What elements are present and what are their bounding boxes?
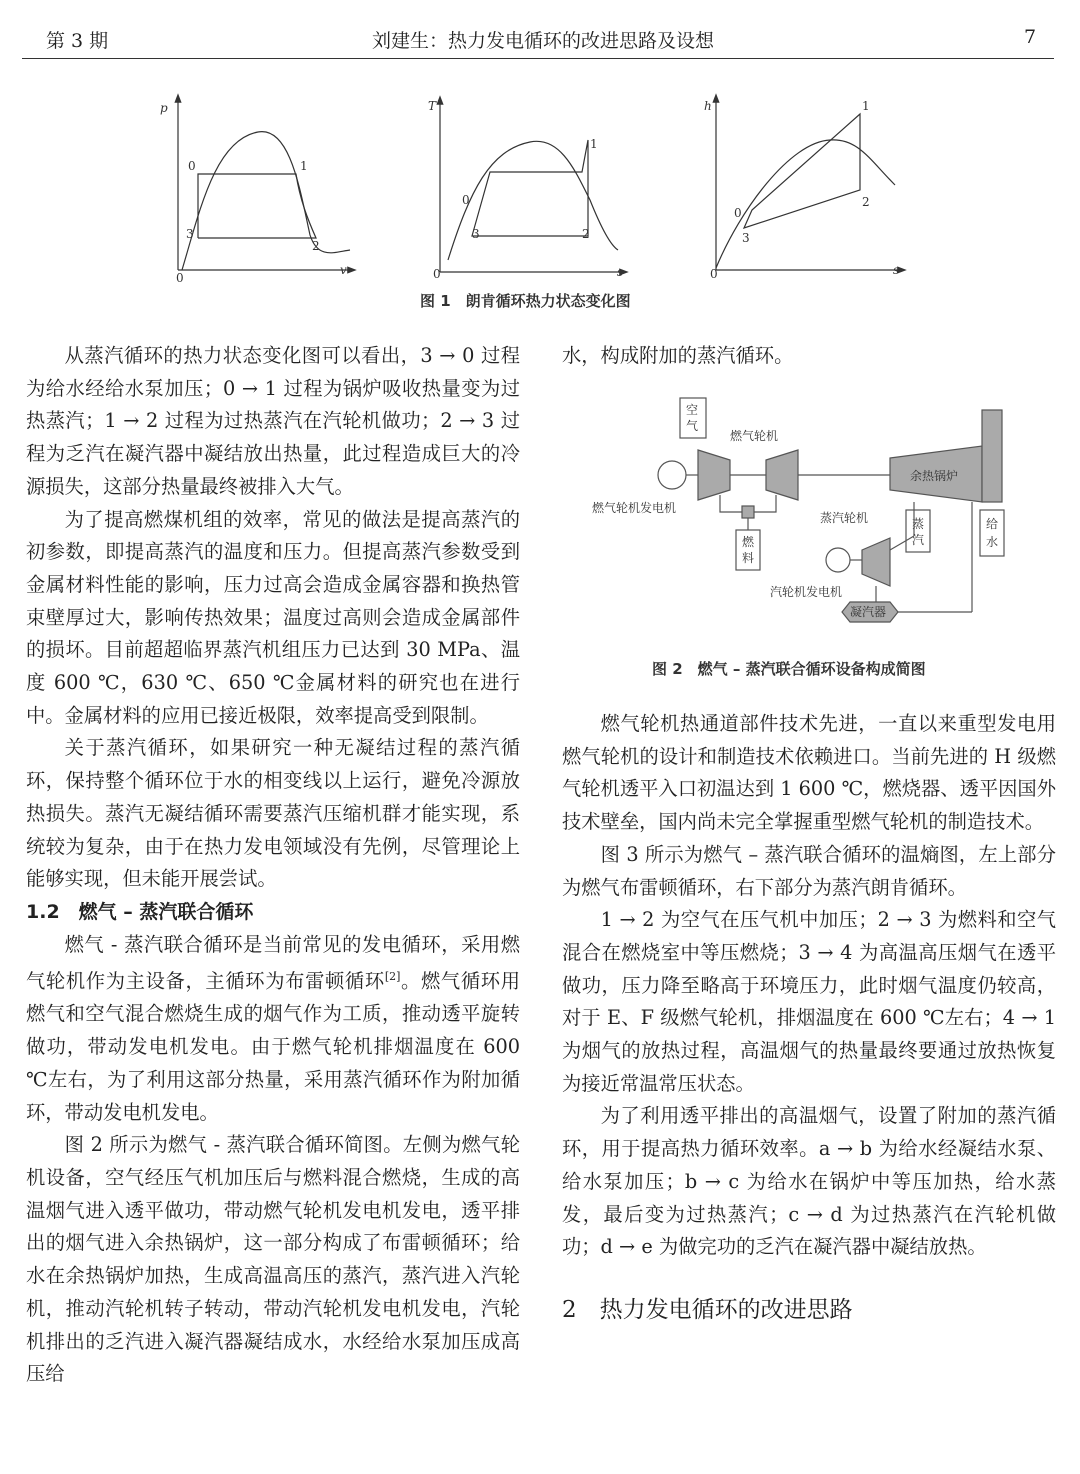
- ts-saturation-dome: [448, 141, 618, 260]
- svg-text:空: 空: [686, 403, 699, 417]
- svg-text:2: 2: [862, 195, 870, 209]
- svg-text:0: 0: [176, 271, 184, 285]
- ts-cycle: [472, 140, 588, 236]
- svg-text:水: 水: [986, 535, 999, 549]
- steam-turbine-symbol: [862, 538, 890, 586]
- svg-text:h: h: [704, 99, 712, 113]
- paragraph: 燃气 - 蒸汽联合循环是当前常见的发电循环，采用燃气轮机作为主设备，主循环为布雷顿循环[2]。燃气循环用燃气和空气混合燃烧生成的烟气作为工质，推动透平旋转做功，带动发电机发电。由于燃气轮机排烟温度在 600 ℃左右，为了利用这部分热量，采用蒸汽循环作为附加循环，带动发电机发电。: [26, 932, 521, 1124]
- svg-text:蒸汽轮机: 蒸汽轮机: [820, 511, 869, 525]
- hs-cycle: [744, 114, 860, 228]
- svg-text:给: 给: [986, 517, 999, 531]
- right-column-top: [562, 340, 1056, 373]
- issue-number: 第 3 期: [46, 30, 109, 52]
- paragraph: 图 3 所示为燃气 – 蒸汽联合循环的温熵图，左上部分为燃气布雷顿循环，右下部分为蒸汽朗肯循环。: [562, 842, 1056, 899]
- paragraph: 燃气轮机热通道部件技术先进，一直以来重型发电用燃气轮机的设计和制造技术依赖进口。当前先进的 H 级燃气轮机透平入口初温达到 1 600 ℃，燃烧器、透平因国外技术壁垒，国内尚未完全掌握重型燃气轮机的制造技术。: [562, 712, 1056, 834]
- gas-generator-symbol: [658, 461, 686, 489]
- pv-cycle: [198, 174, 316, 238]
- right-column: [562, 708, 1056, 1327]
- svg-text:燃气轮机: 燃气轮机: [730, 429, 779, 443]
- svg-text:0: 0: [433, 267, 441, 281]
- svg-text:s: s: [893, 263, 900, 277]
- svg-text:0: 0: [462, 193, 470, 207]
- running-title: 刘建生：热力发电循环的改进思路及设想: [372, 30, 715, 52]
- paragraph: 从蒸汽循环的热力状态变化图可以看出，3 → 0 过程为给水经给水泵加压；0 → 1 过程为锅炉吸收热量变为过热蒸汽；1 → 2 过程为过热蒸汽在汽轮机做功；2 → 3 过程为乏汽在凝汽器中凝结放出热量，此过程造成巨大的冷源损失，这部分热量最终被排入大气。: [26, 344, 520, 498]
- page-number: 7: [1024, 26, 1037, 48]
- paragraph: 水，构成附加的蒸汽循环。: [562, 344, 794, 367]
- svg-text:料: 料: [742, 551, 755, 565]
- svg-text:1: 1: [862, 99, 870, 113]
- svg-text:燃气轮机发电机: 燃气轮机发电机: [592, 501, 677, 515]
- paragraph: 图 2 所示为燃气 - 蒸汽联合循环简图。左侧为燃气轮机设备，空气经压气机加压后与燃料混合燃烧，生成的高温烟气进入透平做功，带动燃气轮机发电机发电，透平排出的烟气进入余热锅炉，这一部分构成了布雷顿循环；给水在余热锅炉加热，生成高温高压的蒸汽，蒸汽进入汽轮机，推动汽轮机转子转动，带动汽轮机发电机发电，汽轮机排出的乏汽进入凝汽器凝结成水，水经给水泵加压成高压给: [26, 1133, 520, 1386]
- svg-text:s: s: [617, 265, 624, 279]
- section-heading: 2 热力发电循环的改进思路: [562, 1296, 853, 1323]
- paragraph: 为了利用透平排出的高温烟气，设置了附加的蒸汽循环，用于提高热力循环效率。a → b 为给水经凝结水泵、给水泵加压；b → c 为给水在锅炉中等压加热，给水蒸发，最后变为过热蒸汽；c → d 为过热蒸汽在汽轮机做功；d → e 为做完功的乏汽在凝汽器中凝结放热。: [562, 1104, 1056, 1259]
- svg-text:余热锅炉: 余热锅炉: [910, 469, 959, 483]
- paragraph: 关于蒸汽循环，如果研究一种无凝结过程的蒸汽循环，保持整个循环位于水的相变线以上运行，避免冷源放热损失。蒸汽无凝结循环需要蒸汽压缩机群才能实现，系统较为复杂，由于在热力发电领域没有先例，尽管理论上能够实现，但未能开展尝试。: [26, 736, 520, 891]
- pv-saturation-dome: [182, 132, 350, 270]
- section-heading: 1.2 燃气 – 蒸汽联合循环: [26, 900, 254, 923]
- svg-text:p: p: [160, 101, 168, 115]
- svg-text:燃: 燃: [742, 535, 755, 549]
- figure-1-caption: 图 1 朗肯循环热力状态变化图: [420, 292, 631, 310]
- header-rule: [22, 58, 1054, 59]
- svg-text:0: 0: [734, 206, 742, 220]
- left-column: [26, 340, 520, 1391]
- svg-text:T: T: [428, 99, 437, 113]
- svg-text:气: 气: [686, 419, 699, 433]
- paragraph: 1 → 2 为空气在压气机中加压；2 → 3 为燃料和空气混合在燃烧室中等压燃烧；3 → 4 为高温高压烟气在透平做功，压力降至略高于环境压力，此时烟气温度仍较高，对于 E、F 级燃气轮机，排烟温度在 600 ℃左右；4 → 1 为烟气的放热过程，高温烟气的热量最终要通过放热恢复为接近常温常压状态。: [562, 908, 1056, 1095]
- ts-diagram: [440, 100, 624, 272]
- figure-2-caption: 图 2 燃气 – 蒸汽联合循环设备构成简图: [652, 660, 926, 678]
- figure-2-diagram: [580, 390, 1050, 650]
- svg-text:3: 3: [186, 227, 194, 241]
- gas-turbine-symbol: [766, 450, 798, 500]
- citation: [2]: [384, 970, 401, 984]
- svg-text:3: 3: [742, 231, 750, 245]
- pv-diagram: [178, 98, 352, 270]
- st-generator-symbol: [826, 548, 850, 572]
- svg-text:v: v: [340, 263, 347, 277]
- svg-text:汽轮机发电机: 汽轮机发电机: [770, 585, 843, 599]
- svg-text:蒸: 蒸: [912, 517, 925, 531]
- svg-text:0: 0: [188, 159, 196, 173]
- combustor-symbol: [742, 506, 754, 518]
- paragraph: 为了提高燃煤机组的效率，常见的做法是提高蒸汽的初参数，即提高蒸汽的温度和压力。但提高蒸汽参数受到金属材料性能的影响，压力过高会造成金属容器和换热管束壁厚过大，影响传热效果；温度过高则会造成金属部件的损坏。目前超超临界蒸汽机组压力已达到 30 MPa、温度 600 ℃，630 ℃、650 ℃金属材料的研究也在进行中。金属材料的应用已接近极限，效率提高受到限制。: [26, 507, 520, 727]
- svg-text:2: 2: [312, 239, 320, 253]
- svg-text:1: 1: [590, 137, 598, 151]
- svg-text:3: 3: [472, 227, 480, 241]
- svg-text:凝汽器: 凝汽器: [850, 605, 887, 619]
- stack-symbol: [982, 410, 1002, 502]
- figure-2: [580, 390, 1050, 650]
- svg-text:0: 0: [710, 267, 718, 281]
- svg-text:汽: 汽: [912, 533, 925, 547]
- page-header: [0, 0, 1080, 60]
- compressor-symbol: [698, 450, 730, 500]
- figure-1: [0, 60, 1080, 350]
- svg-text:1: 1: [300, 159, 308, 173]
- svg-text:2: 2: [582, 227, 590, 241]
